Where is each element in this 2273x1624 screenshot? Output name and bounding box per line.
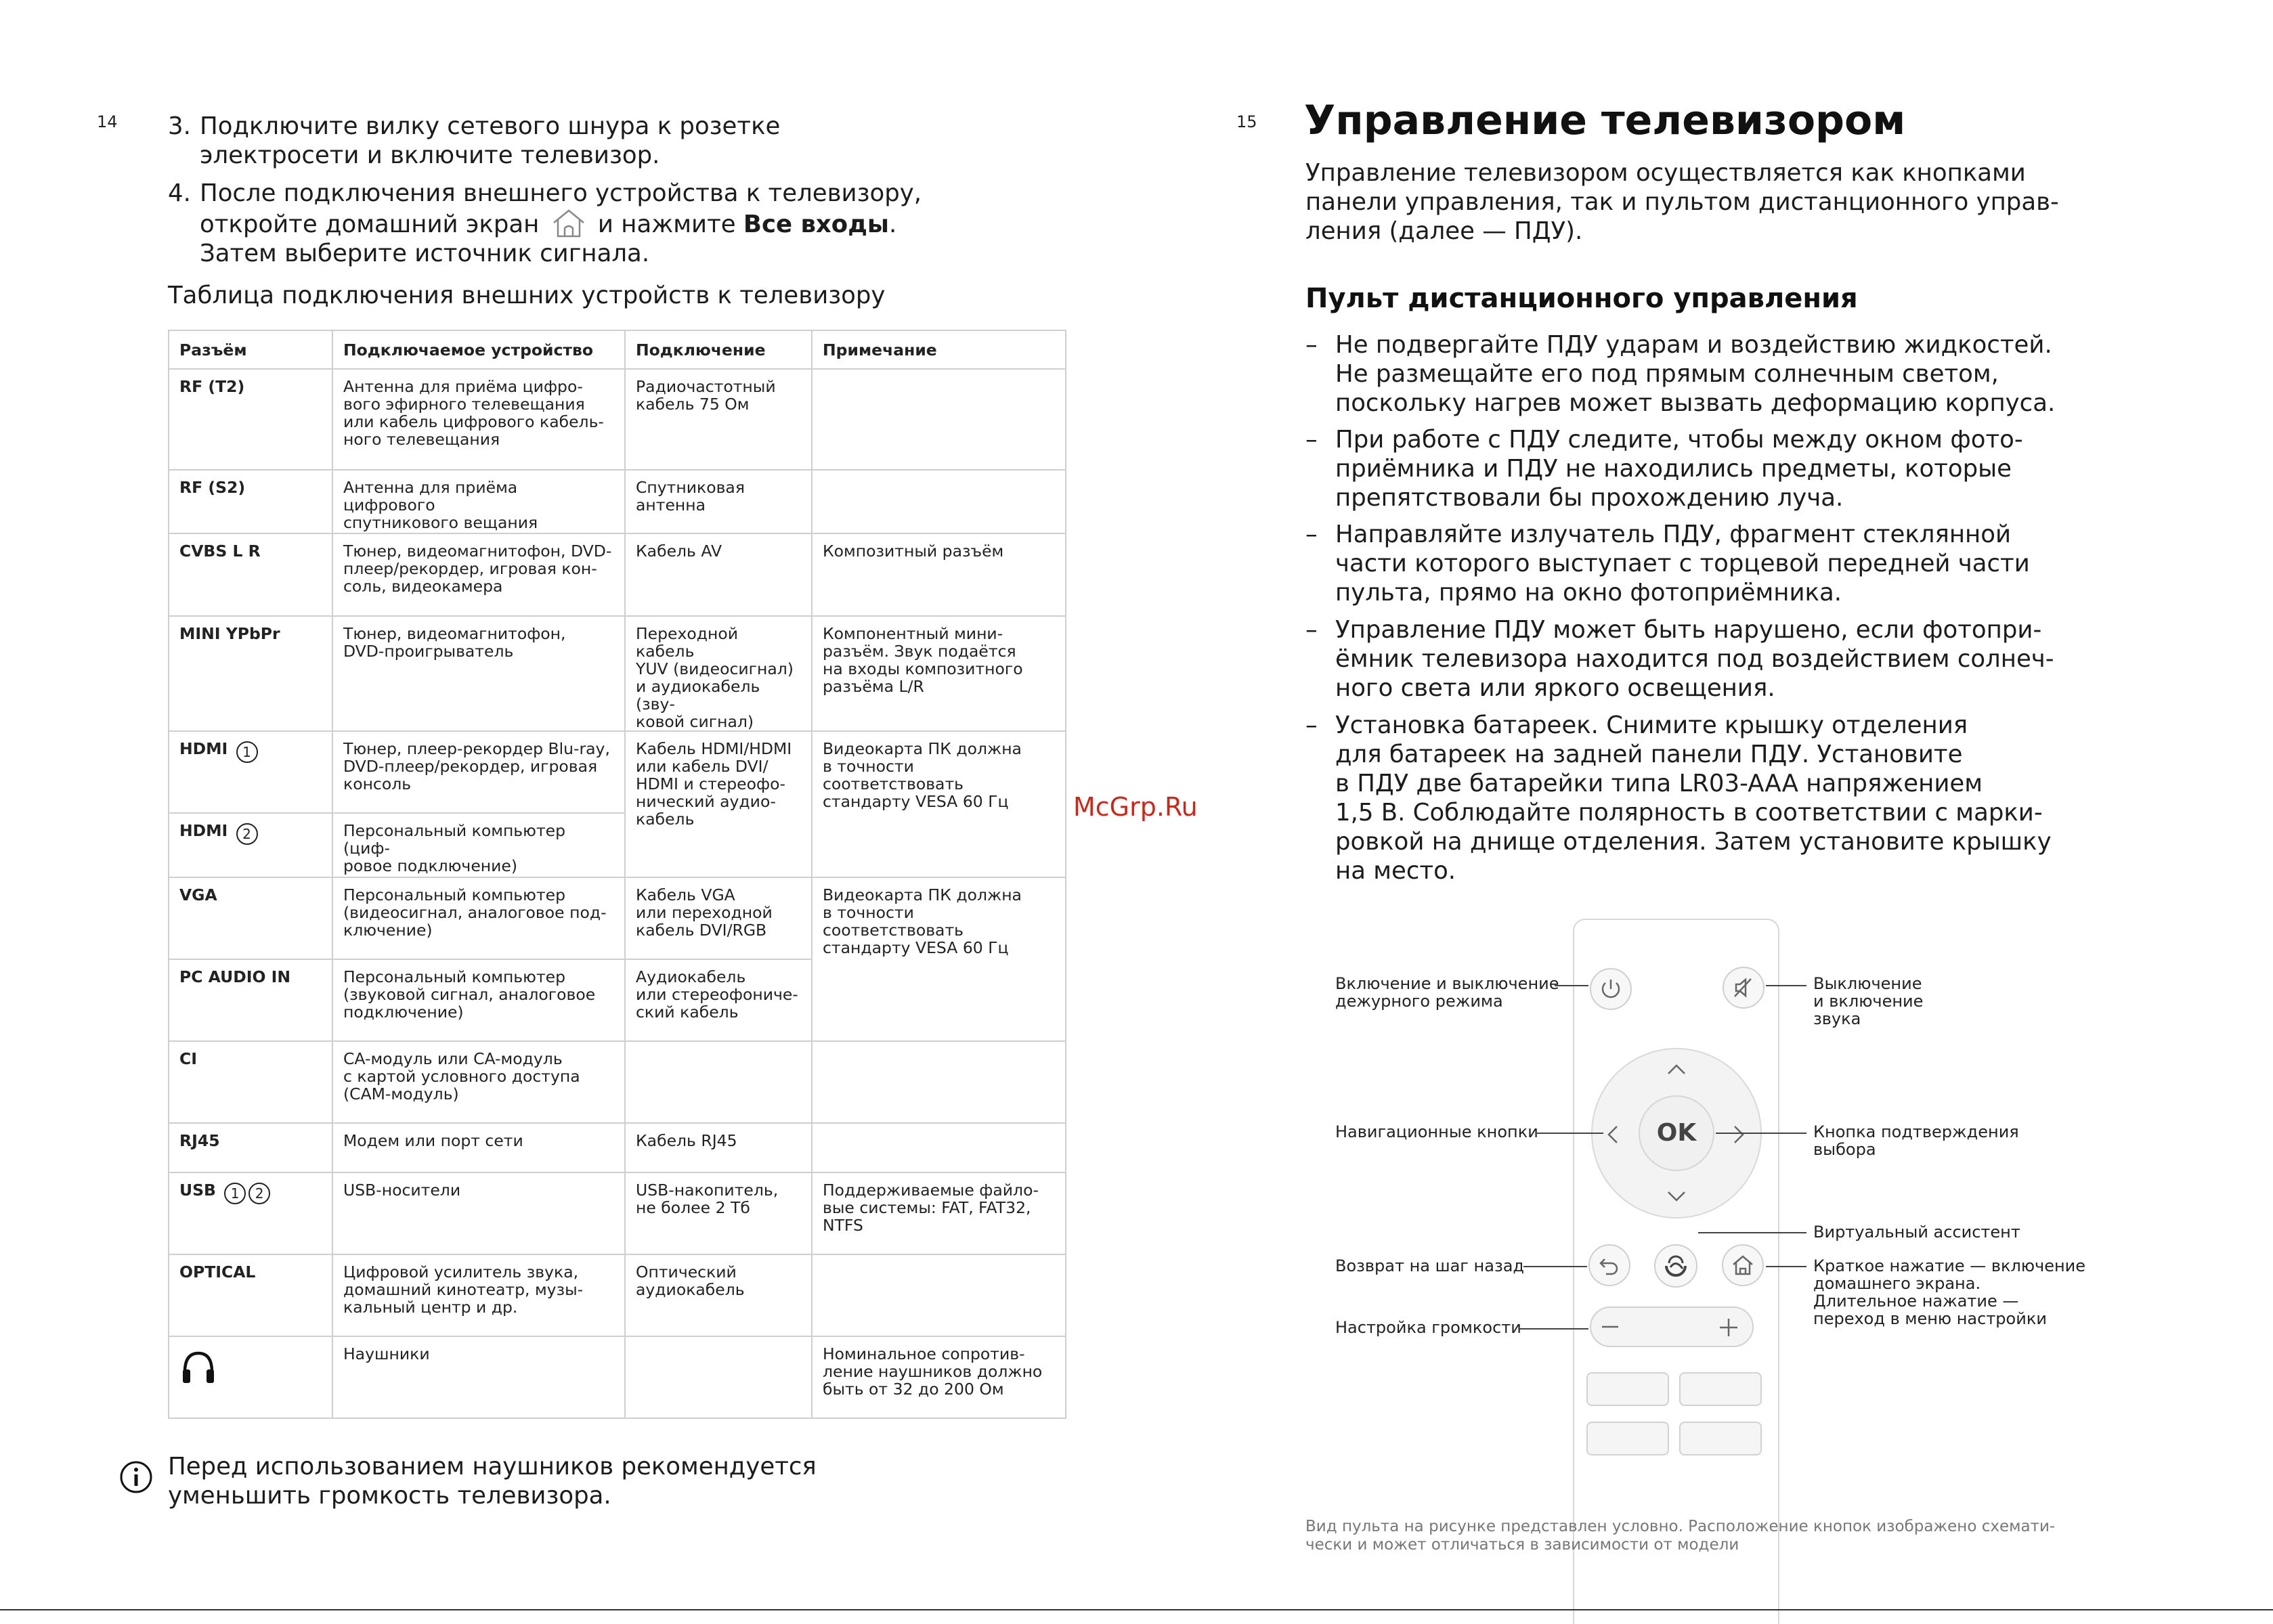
port-cell — [169, 731, 332, 813]
bullet-line: Не размещайте его под прямым солнечным светом, — [1335, 360, 1999, 388]
device-cell: Антенна для приёма цифро- вого эфирного телевещания или кабель цифрового кабель- ного телевещания — [332, 369, 625, 470]
arrow-right-icon[interactable] — [1731, 1124, 1747, 1145]
note-cell: Видеокарта ПК должна в точности соответствовать стандарту VESA 60 Гц — [812, 877, 1066, 1041]
note-cell — [812, 369, 1066, 470]
connection-cell: USB-накопитель, не более 2 Тб — [625, 1172, 812, 1254]
table-row — [169, 731, 1066, 813]
device-cell: Персональный компьютер (циф- ровое подключение) — [332, 813, 625, 877]
circled-number-icon: 2 — [236, 823, 258, 845]
leader-line — [1716, 1133, 1806, 1134]
device-cell: Персональный компьютер (звуковой сигнал, аналоговое подключение) — [332, 959, 625, 1041]
note-cell: Компонентный мини- разъём. Звук подаётся на входы композитного разъёма L/R — [812, 616, 1066, 731]
port-cell: RJ45 — [169, 1123, 332, 1172]
note-cell: Номинальное сопротив- ление наушников должно быть от 32 до 200 Ом — [812, 1336, 1066, 1418]
step-text-line: После подключения внешнего устройства к телевизору, — [200, 179, 922, 207]
port-cell: MINI YPbPr — [169, 616, 332, 731]
shortcut-button[interactable] — [1586, 1372, 1669, 1406]
port-cell: CVBS L R — [169, 533, 332, 616]
label-back: Возврат на шаг назад — [1335, 1256, 1524, 1275]
bullet-line: приёмника и ПДУ не находились предметы, которые — [1335, 455, 2012, 483]
table-row — [169, 470, 1066, 533]
mute-button[interactable] — [1723, 967, 1765, 1009]
bullet-item — [1305, 711, 2064, 885]
connection-cell: Оптический аудиокабель — [625, 1254, 812, 1336]
bullet-item — [1305, 520, 2064, 607]
step-4 — [168, 179, 980, 268]
bullet-line: поскольку нагрев может вызвать деформацию корпуса. — [1335, 389, 2056, 417]
bullet-line: ного света или яркого освещения. — [1335, 674, 1775, 702]
label-navigation: Навигационные кнопки — [1335, 1122, 1538, 1141]
leader-line — [1537, 1133, 1603, 1134]
label-power: Включение и выключение дежурного режима — [1335, 974, 1559, 1011]
connection-cell: Спутниковая антенна — [625, 470, 812, 533]
port-cell: OPTICAL — [169, 1254, 332, 1336]
step-number: 4. — [168, 179, 191, 207]
shortcut-button[interactable] — [1679, 1422, 1762, 1455]
bullet-line: Не подвергайте ПДУ ударам и воздействию жидкостей. — [1335, 331, 2052, 359]
connection-cell — [625, 1336, 812, 1418]
note-cell: Поддерживаемые файло- вые системы: FAT, FAT32, NTFS — [812, 1172, 1066, 1254]
back-button[interactable] — [1588, 1244, 1630, 1286]
power-button[interactable] — [1590, 968, 1632, 1010]
ok-button[interactable]: OK — [1639, 1095, 1714, 1171]
port-label: USB — [179, 1181, 216, 1200]
port-cell — [169, 1336, 332, 1418]
caption-line: Вид пульта на рисунке представлен условно. Расположение кнопок изображено схемати- — [1305, 1518, 2056, 1535]
connection-cell: Кабель VGA или переходной кабель DVI/RGB — [625, 877, 812, 959]
table-row — [169, 1123, 1066, 1172]
info-note — [168, 1452, 817, 1510]
table-row — [169, 533, 1066, 616]
leader-line — [1766, 985, 1806, 986]
bottom-border — [0, 1609, 2273, 1610]
column-header: Примечание — [812, 330, 1066, 369]
arrow-down-icon[interactable] — [1666, 1188, 1687, 1204]
arrow-up-icon[interactable] — [1666, 1061, 1687, 1078]
connection-cell: Кабель HDMI/HDMI или кабель DVI/ HDMI и стереофо- нический аудио- кабель — [625, 731, 812, 877]
home-icon — [551, 208, 586, 238]
device-cell: CA-модуль или CA-модуль с картой условного доступа (CAM-модуль) — [332, 1041, 625, 1123]
connection-cell: Переходной кабель YUV (видеосигнал) и аудиокабель (зву- ковой сигнал) — [625, 616, 812, 731]
note-cell — [812, 1123, 1066, 1172]
back-icon — [1590, 1246, 1629, 1285]
intro-line: панели управления, так и пультом дистанционного управ- — [1305, 188, 2059, 216]
leader-line — [1523, 1266, 1587, 1267]
port-label: HDMI — [179, 821, 228, 840]
info-note-line: Перед использованием наушников рекомендуется — [168, 1453, 817, 1480]
leader-line — [1698, 1232, 1806, 1233]
device-cell: Модем или порт сети — [332, 1123, 625, 1172]
leader-line — [1519, 1328, 1588, 1330]
step-3 — [168, 112, 980, 170]
bullet-line: При работе с ПДУ следите, чтобы между окном фото- — [1335, 426, 2023, 454]
device-cell: Тюнер, видеомагнитофон, DVD-проигрыватель — [332, 616, 625, 731]
note-cell — [812, 470, 1066, 533]
bullet-line: в ПДУ две батарейки типа LR03-AAA напряжением — [1335, 770, 1983, 797]
bullet-line: Направляйте излучатель ПДУ, фрагмент стеклянной — [1335, 521, 2012, 548]
bullet-line: ровкой на днище отделения. Затем установите крышку — [1335, 828, 2052, 856]
bullet-line: на место. — [1335, 857, 1456, 885]
step-text-line: Затем выберите источник сигнала. — [200, 240, 650, 267]
table-header-row — [169, 330, 1066, 369]
column-header: Подключение — [625, 330, 812, 369]
watermark: McGrp.Ru — [1073, 792, 1198, 822]
connection-cell: Кабель RJ45 — [625, 1123, 812, 1172]
table-row — [169, 1336, 1066, 1418]
label-volume: Настройка громкости — [1335, 1318, 1521, 1337]
port-cell — [169, 1172, 332, 1254]
label-assistant: Виртуальный ассистент — [1813, 1223, 2020, 1242]
device-cell: Антенна для приёма цифрового спутникового вещания — [332, 470, 625, 533]
label-mute: Выключение и включение звука — [1813, 974, 1924, 1028]
step-text-line: Подключите вилку сетевого шнура к розетке — [200, 112, 781, 140]
note-cell — [812, 1254, 1066, 1336]
connection-cell — [625, 1041, 812, 1123]
bullet-line: части которого выступает с торцевой передней части — [1335, 550, 2030, 577]
table-row — [169, 1172, 1066, 1254]
volume-down-icon[interactable] — [1601, 1319, 1620, 1335]
arrow-left-icon[interactable] — [1605, 1124, 1621, 1145]
port-cell: CI — [169, 1041, 332, 1123]
table-row — [169, 369, 1066, 470]
caption-line: чески и может отличаться в зависимости от модели — [1305, 1536, 1739, 1554]
bullet-line: Управление ПДУ может быть нарушено, если фотопри- — [1335, 616, 2042, 644]
port-cell: VGA — [169, 877, 332, 959]
headphones-icon — [179, 1348, 217, 1386]
info-note-line: уменьшить громкость телевизора. — [168, 1482, 611, 1510]
step-text: и нажмите — [597, 211, 736, 238]
all-inputs-label: Все входы — [743, 211, 889, 238]
bullet-item — [1305, 615, 2064, 703]
label-home: Краткое нажатие — включение домашнего экрана. Длительное нажатие — переход в меню настройки — [1813, 1256, 2086, 1328]
bullet-item — [1305, 425, 2064, 512]
circled-number-icon: 1 — [224, 1183, 246, 1204]
table-row — [169, 1254, 1066, 1336]
device-cell: Тюнер, плеер-рекордер Blu-ray, DVD-плеер/рекордер, игровая консоль — [332, 731, 625, 813]
label-confirm: Кнопка подтверждения выбора — [1813, 1122, 2019, 1159]
shortcut-button[interactable] — [1679, 1372, 1762, 1406]
circled-number-icon: 2 — [248, 1183, 270, 1204]
port-cell: RF (T2) — [169, 369, 332, 470]
assistant-button[interactable] — [1654, 1244, 1697, 1288]
table-row — [169, 877, 1066, 959]
device-cell: Наушники — [332, 1336, 625, 1418]
info-icon — [119, 1460, 153, 1494]
connection-cell: Радиочастотный кабель 75 Ом — [625, 369, 812, 470]
step-text: откройте домашний экран — [200, 211, 540, 238]
shortcut-button[interactable] — [1586, 1422, 1669, 1455]
bullet-item — [1305, 330, 2064, 418]
bullet-line: Установка батареек. Снимите крышку отделения — [1335, 711, 1968, 739]
mute-icon — [1724, 968, 1763, 1007]
device-cell: Тюнер, видеомагнитофон, DVD- плеер/рекордер, игровая кон- соль, видеокамера — [332, 533, 625, 616]
connection-table — [168, 330, 1066, 1419]
table-row — [169, 616, 1066, 731]
step-text-line: электросети и включите телевизор. — [200, 141, 660, 169]
leader-line — [1766, 1266, 1806, 1267]
bullet-line: для батареек на задней панели ПДУ. Установите — [1335, 741, 1963, 768]
note-cell: Композитный разъём — [812, 533, 1066, 616]
bullet-dash: – — [1305, 521, 1318, 548]
connection-cell: Кабель AV — [625, 533, 812, 616]
port-cell — [169, 813, 332, 877]
column-header: Разъём — [169, 330, 332, 369]
bullet-dash: – — [1305, 331, 1318, 359]
bullet-line: препятствовали бы прохождению луча. — [1335, 484, 1844, 512]
right-page-number: 15 — [1236, 112, 1257, 131]
home-button[interactable] — [1722, 1244, 1764, 1286]
device-cell: Персональный компьютер (видеосигнал, аналоговое под- ключение) — [332, 877, 625, 959]
device-cell: Цифровой усилитель звука, домашний кинотеатр, музы- кальный центр и др. — [332, 1254, 625, 1336]
circled-number-icon: 1 — [236, 741, 258, 763]
power-icon — [1591, 969, 1630, 1009]
intro-line: ления (далее — ПДУ). — [1305, 217, 1583, 245]
bullet-line: пульта, прямо на окно фотоприёмника. — [1335, 579, 1842, 607]
assistant-icon — [1655, 1246, 1696, 1286]
bullet-line: 1,5 В. Соблюдайте полярность в соответствии с марки- — [1335, 799, 2043, 827]
port-label: HDMI — [179, 739, 228, 758]
bullet-dash: – — [1305, 426, 1318, 454]
home-icon — [1723, 1246, 1762, 1285]
step-text-line — [200, 208, 980, 239]
bullet-line: ёмник телевизора находится под воздействием солнеч- — [1335, 645, 2054, 673]
device-cell: USB-носители — [332, 1172, 625, 1254]
left-page-number: 14 — [97, 112, 118, 131]
intro-paragraph — [1305, 158, 2059, 246]
step-number: 3. — [168, 112, 191, 140]
note-cell — [812, 1041, 1066, 1123]
intro-line: Управление телевизором осуществляется как кнопками — [1305, 159, 2026, 187]
bullet-dash: – — [1305, 616, 1318, 644]
step-text: . — [888, 211, 897, 238]
leader-line — [1555, 985, 1588, 986]
page-title: Управление телевизором — [1304, 97, 1906, 144]
section-title: Пульт дистанционного управления — [1305, 283, 1858, 314]
connection-cell: Аудиокабель или стереофониче- ский кабель — [625, 959, 812, 1041]
bullet-dash: – — [1305, 711, 1318, 739]
remote-caption — [1305, 1518, 2055, 1554]
note-cell: Видеокарта ПК должна в точности соответствовать стандарту VESA 60 Гц — [812, 731, 1066, 877]
table-row — [169, 1041, 1066, 1123]
volume-up-icon[interactable] — [1718, 1317, 1739, 1338]
table-title: Таблица подключения внешних устройств к телевизору — [168, 282, 886, 309]
column-header: Подключаемое устройство — [332, 330, 625, 369]
port-cell: PC AUDIO IN — [169, 959, 332, 1041]
port-cell: RF (S2) — [169, 470, 332, 533]
